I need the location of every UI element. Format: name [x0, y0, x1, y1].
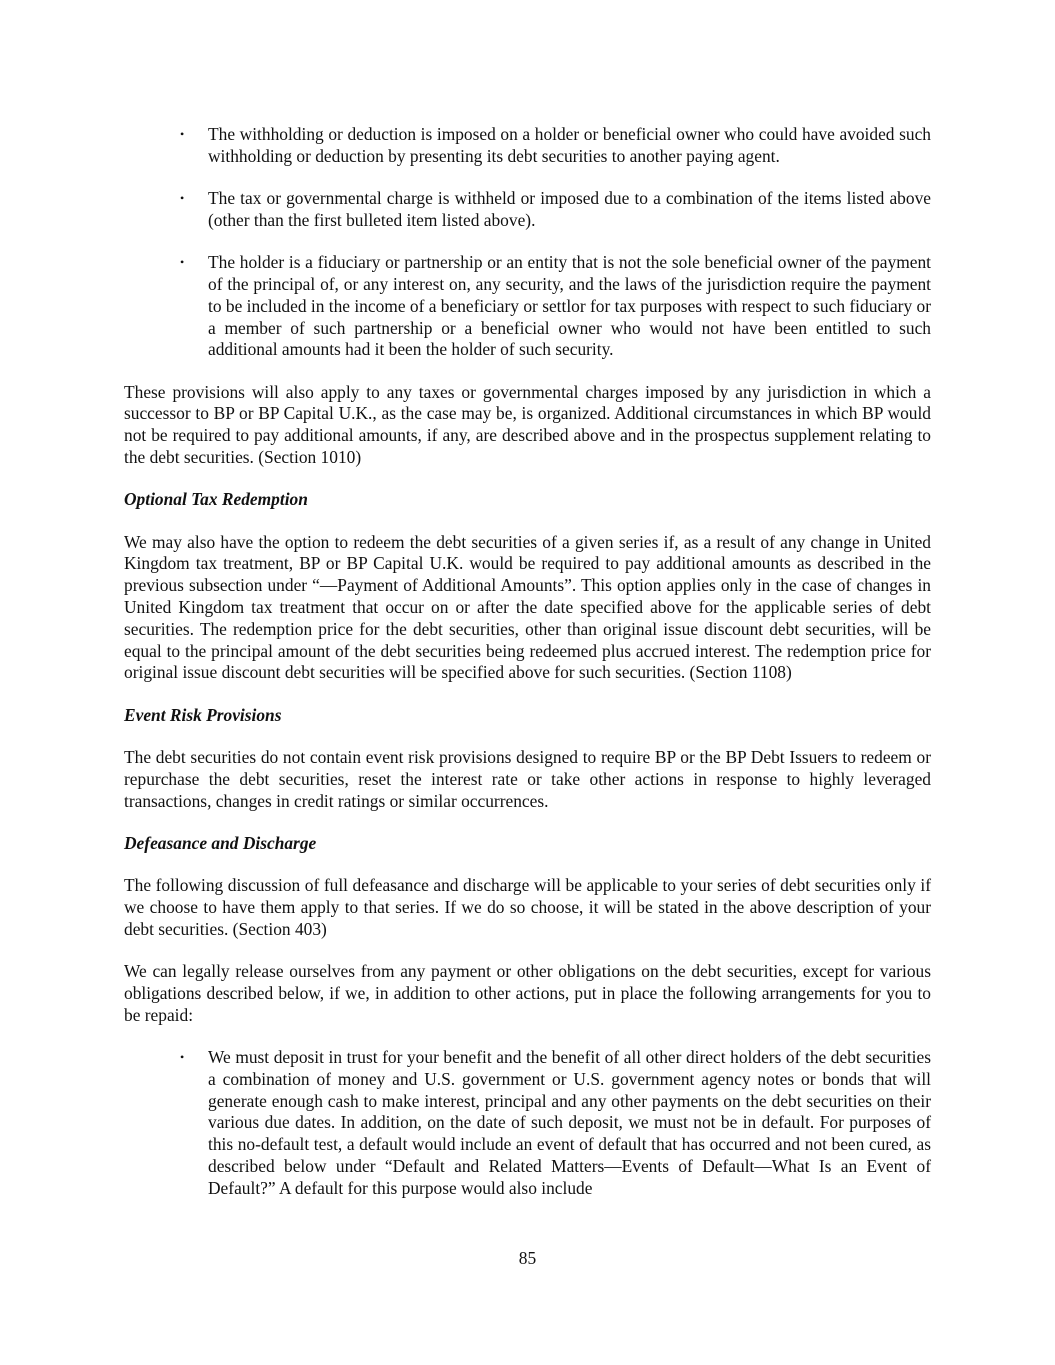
paragraph-optional-tax-redemption: We may also have the option to redeem the debt securities of a given series if, as a result of any change in United Kingdom tax treatment, BP or BP Capital U.K. would be required to pay additional amounts as described in the previous subsection under “—Payment of Additional Amounts”. This option applies only in the case of changes in United Kingdom tax treatment that occur on or after the date specified above for the applicable series of debt securities. The redemption price for the debt securities, other than original issue discount debt securities, will be equal to the principal amount of the debt securities being redeemed plus accrued interest. The redemption price for original issue discount debt securities will be specified above for such securities. (Section 1108) — [124, 531, 931, 683]
paragraph-defeasance-1: The following discussion of full defeasance and discharge will be applicable to your series of debt securities only if we choose to have them apply to that series. If we do so choose, it will be stated in the above description of your debt securities. (Section 403) — [124, 875, 931, 939]
paragraph-event-risk: The debt securities do not contain event risk provisions designed to require BP or the BP Debt Issuers to redeem or repurchase the debt securities, reset the interest rate or take other actions in response to highly leveraged transactions, changes in credit ratings or similar occurrences. — [124, 747, 931, 811]
bullet-icon: • — [180, 127, 185, 141]
list-item-text: The holder is a fiduciary or partnership or an entity that is not the sole beneficial owner of the payment of the principal of, or any interest on, any security, and the laws of the jurisdiction require the payment to be included in the income of a beneficiary or settlor for tax purposes with respect to such fiduciary or a member of such partnership or a beneficial owner who would not have been entitled to such additional amounts had it been the holder of such security. — [208, 252, 931, 360]
page-number: 85 — [518, 1248, 537, 1268]
list-item — [180, 1047, 931, 1200]
list-item — [180, 252, 931, 361]
heading-optional-tax-redemption: Optional Tax Redemption — [124, 489, 308, 510]
heading-defeasance-and-discharge: Defeasance and Discharge — [124, 832, 317, 853]
list-item-text: The withholding or deduction is imposed on a holder or beneficial owner who could have avoided such withholding or deduction by presenting its debt securities to another paying agent. — [208, 124, 931, 166]
bullet-icon: • — [180, 1050, 185, 1064]
paragraph-defeasance-2: We can legally release ourselves from any payment or other obligations on the debt securities, except for various obligations described below, if we, in addition to other actions, put in place the following arrangements for you to be repaid: — [124, 961, 931, 1025]
bullet-list-bottom — [124, 1047, 931, 1200]
paragraph-provisions: These provisions will also apply to any taxes or governmental charges imposed by any jurisdiction in which a successor to BP or BP Capital U.K., as the case may be, is organized. Additional circumstances in which BP would not be required to pay additional amounts, if any, are described above and in the prospectus supplement relating to the debt securities. (Section 1010) — [124, 381, 931, 468]
list-item-text: We must deposit in trust for your benefit and the benefit of all other direct holders of the debt securities a combination of money and U.S. government or U.S. government agency notes or bonds that will generate enough cash to make interest, principal and any other payments on the debt securities on their various due dates. In addition, on the date of such deposit, we must not be in default. For purposes of this no-default test, a default would include an event of default that has occurred and not been cured, as described below under “Default and Related Matters—Events of Default—What Is an Event of Default?” A default for this purpose would also include — [208, 1047, 931, 1198]
bullet-icon: • — [180, 191, 185, 206]
list-item-text: The tax or governmental charge is withheld or imposed due to a combination of the items listed above (other than the first bulleted item listed above). — [208, 188, 931, 230]
document-page — [124, 124, 931, 1220]
list-item — [180, 124, 931, 168]
heading-event-risk-provisions: Event Risk Provisions — [124, 704, 282, 725]
bullet-icon: • — [180, 255, 185, 270]
bullet-list-top — [124, 124, 931, 361]
list-item — [180, 188, 931, 232]
